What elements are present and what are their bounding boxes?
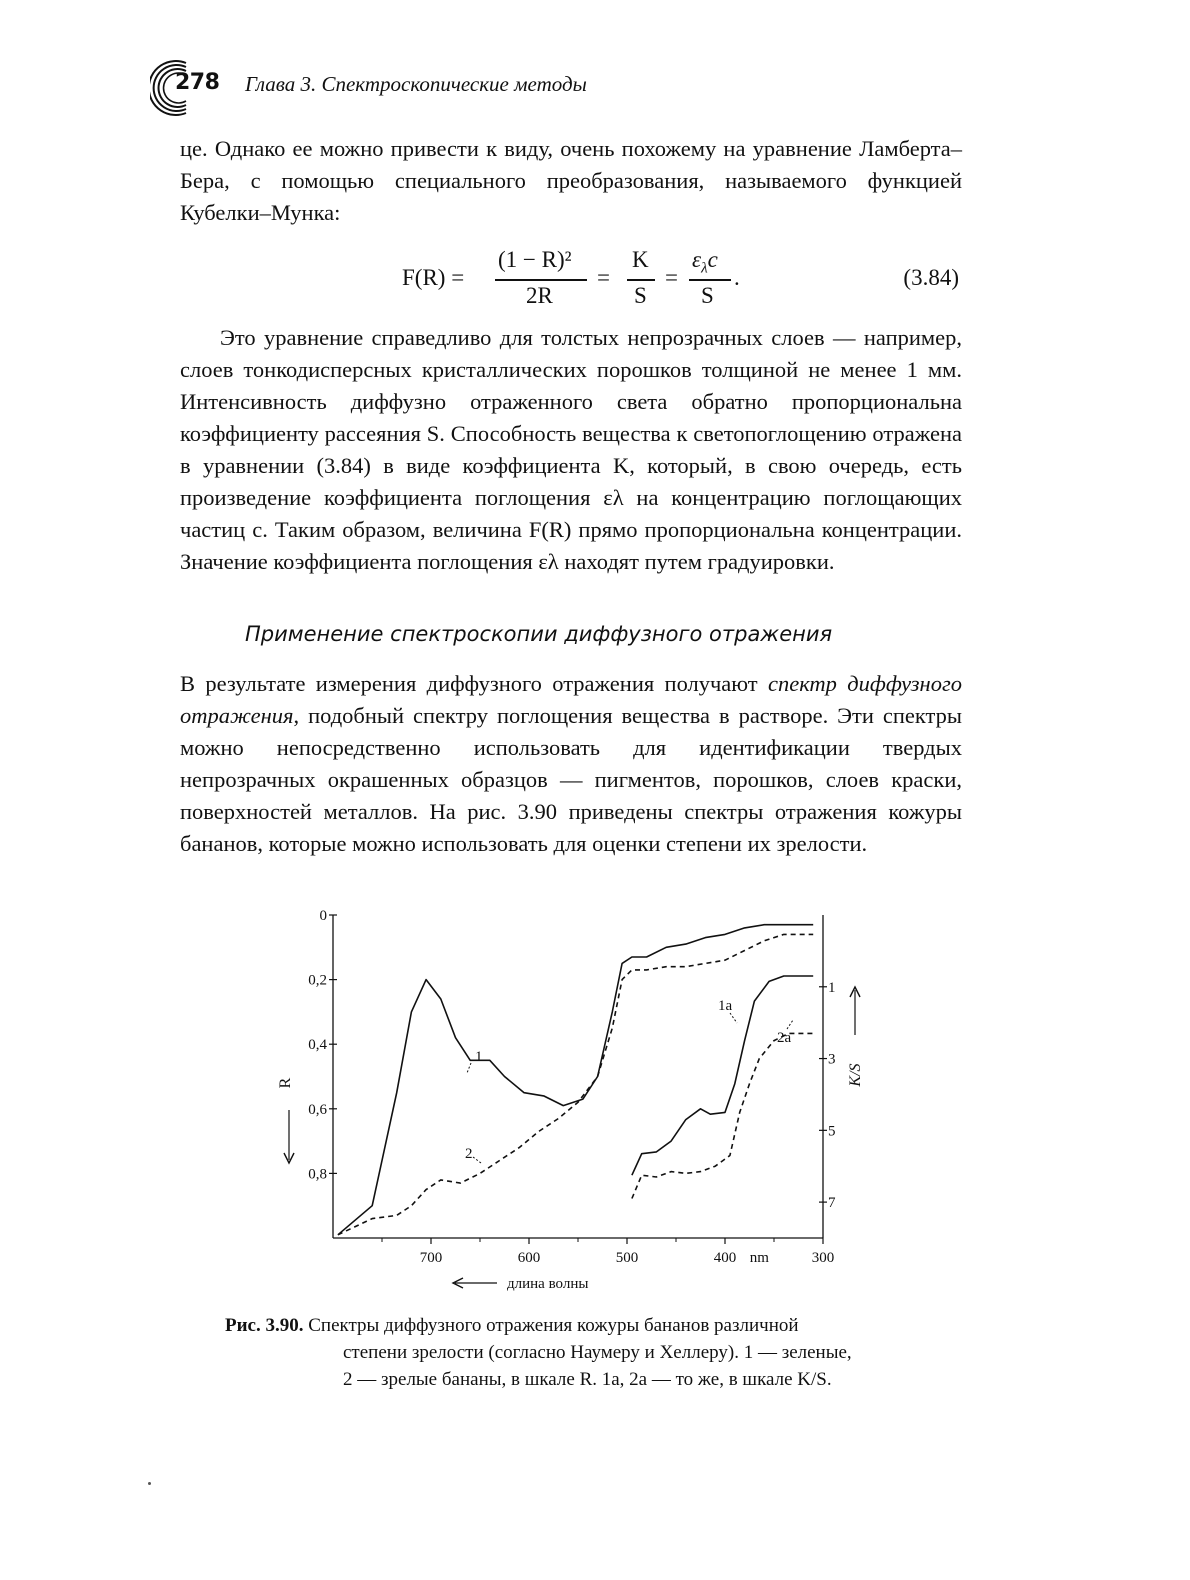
eq-frac1-num: (1 − R)²: [498, 247, 572, 272]
x-unit-label: nm: [749, 1250, 769, 1266]
eq-frac3-line: [689, 279, 731, 281]
curve-label-leader: [473, 1157, 481, 1163]
curve-label-leader: [730, 1013, 737, 1023]
right-axis-label: K/S: [847, 1063, 864, 1087]
curve-label: 1: [475, 1049, 483, 1065]
caption-line-1: Спектры диффузного отражения кожуры бананов различной: [308, 1315, 799, 1336]
x-caption-label: длина волны: [507, 1276, 589, 1292]
eq-frac2-den: S: [634, 283, 647, 308]
right-tick-label: 7: [828, 1195, 836, 1212]
caption-label: Рис. 3.90.: [225, 1315, 304, 1336]
curve-label: 2a: [777, 1030, 792, 1046]
caption-line-3: 2 — зрелые бананы, в шкале R. 1a, 2a — то же, в шкале K/S.: [343, 1369, 832, 1390]
left-tick-label: 0: [319, 908, 327, 924]
eq-frac3-num: $\varepsilon_\lambda c$: [692, 247, 718, 277]
section-title: Применение спектроскопии диффузного отражения: [245, 622, 833, 646]
left-tick-label: 0,6: [308, 1101, 327, 1118]
eq-lhs: F(R) =: [402, 265, 465, 290]
bottom-tick-label: 500: [615, 1250, 639, 1266]
right-tick-label: 3: [828, 1051, 836, 1068]
figure-3-90: [275, 905, 875, 1305]
page-header: [150, 58, 970, 118]
curve-label: 1a: [718, 998, 733, 1014]
eq-frac1-line: [495, 279, 587, 281]
left-tick-label: 0,8: [308, 1166, 327, 1183]
eq-frac3-den: S: [701, 283, 714, 308]
eq-equals-3: =: [665, 265, 678, 290]
bottom-tick-label: 400: [713, 1250, 737, 1266]
left-tick-label: 0,2: [308, 972, 327, 989]
curve-2a: [632, 1033, 813, 1198]
scan-speck: [148, 1482, 151, 1485]
eq-period: .: [734, 265, 740, 290]
equation-3-84: [400, 245, 965, 310]
equation-number: (3.84): [903, 265, 959, 290]
eq-frac1-den: 2R: [526, 283, 553, 308]
curve-label: 2: [465, 1146, 473, 1162]
curve-2: [338, 934, 813, 1234]
right-tick-label: 1: [828, 979, 836, 996]
curve-label-leader: [467, 1063, 471, 1073]
eq-equals-2: =: [597, 265, 610, 290]
page-number: 278: [175, 70, 220, 95]
bottom-tick-label: 700: [419, 1250, 443, 1266]
paragraph-1: це. Однако ее можно привести к виду, очень похожему на уравнение Ламберта–Бера, с помощью специального преобразования, называемого функцией Кубелки–Мунка:: [180, 136, 962, 225]
bottom-tick-label: 600: [517, 1250, 541, 1266]
figure-caption: [225, 1312, 965, 1393]
spectra-chart: [275, 905, 875, 1305]
emphasis-term: спектр диффузного отражения: [180, 671, 962, 728]
eq-frac2-num: K: [632, 247, 649, 272]
paragraph-2: Это уравнение справедливо для толстых непрозрачных слоев — например, слоев тонкодисперсных кристаллических порошков толщиной не менее 1 мм. Интенсивность диффузно отраженного света обратно пропорциональна коэффициенту рассеяния S. Способность вещества к светопоглощению отражена в уравнении (3.84) в виде коэффициента K, который, в свою очередь, есть произведение коэффициента поглощения ελ на концентрацию поглощающих частиц c. Таким образом, величина F(R) прямо пропорциональна концентрации. Значение коэффициента поглощения ελ находят путем градуировки.: [180, 325, 962, 574]
paragraph-3: В результате измерения диффузного отражения получают спектр диффузного отражения, подобный спектру поглощения вещества в растворе. Эти спектры можно непосредственно использовать для идентификации твердых непрозрачных окрашенных образцов — пигментов, порошков, слоев краски, поверхностей металлов. На рис. 3.90 приведены спектры отражения кожуры бананов, которые можно использовать для оценки степени их зрелости.: [180, 671, 962, 856]
running-title: Глава 3. Спектроскопические методы: [245, 72, 587, 96]
caption-line-2: степени зрелости (согласно Наумеру и Хеллеру). 1 — зеленые,: [343, 1342, 852, 1363]
curve-label-leader: [787, 1020, 793, 1029]
curve-1: [338, 925, 813, 1235]
left-axis-label: R: [277, 1077, 294, 1089]
left-tick-label: 0,4: [308, 1037, 327, 1054]
bottom-tick-label: 300: [811, 1250, 835, 1266]
eq-frac2-line: [627, 279, 655, 281]
right-tick-label: 5: [828, 1123, 836, 1140]
